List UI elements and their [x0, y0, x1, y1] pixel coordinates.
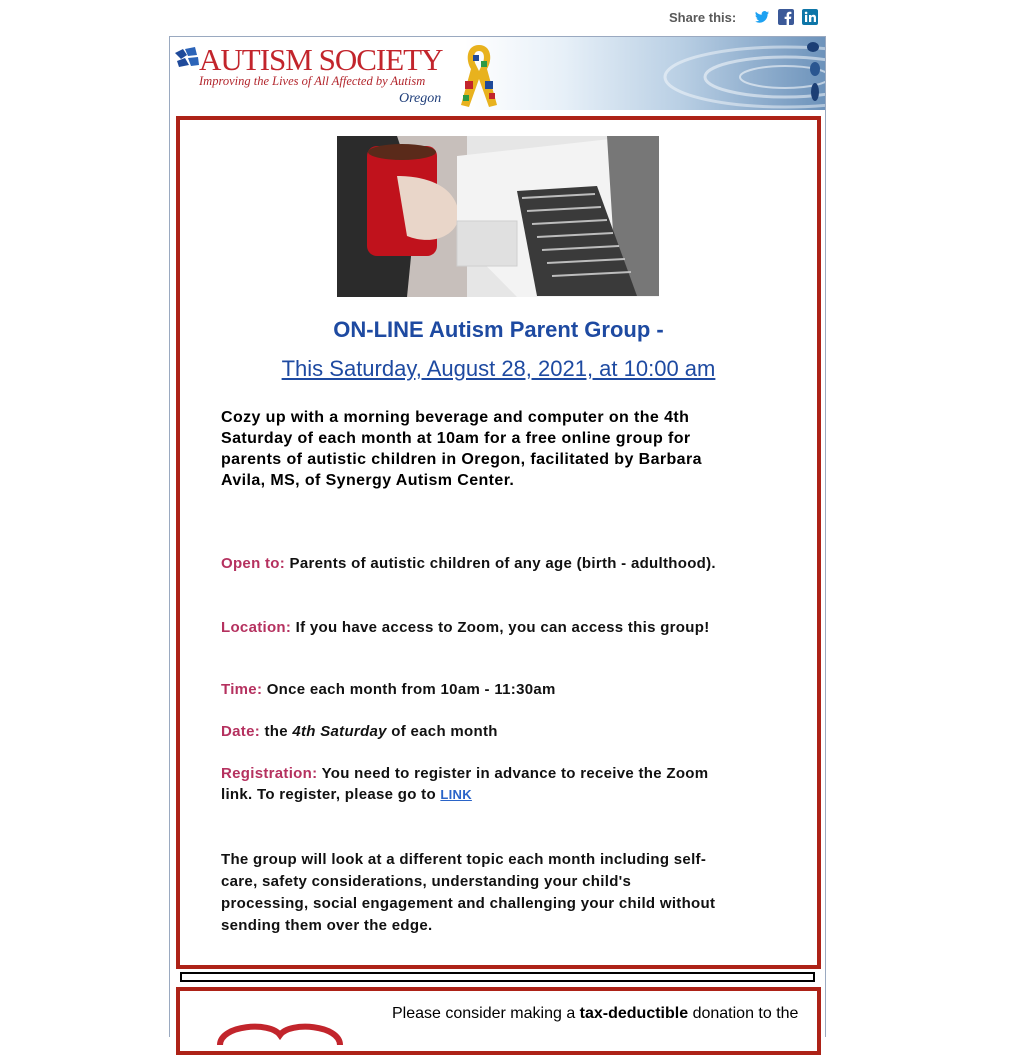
- event-headline: ON-LINE Autism Parent Group -: [333, 317, 664, 342]
- share-bar: [669, 9, 818, 25]
- time-row: [221, 679, 721, 700]
- time-label: Time:: [221, 681, 263, 698]
- donate-emphasis: tax-deductible: [579, 1005, 689, 1022]
- water-ripple-decoration: [615, 37, 825, 110]
- donate-card: [176, 987, 821, 1055]
- registration-row: [221, 763, 721, 805]
- donate-suffix: donation to the: [688, 1005, 799, 1022]
- hero-image: [337, 136, 659, 297]
- org-state: Oregon: [399, 91, 442, 106]
- heart-logo-icon: [210, 1015, 360, 1055]
- twitter-icon[interactable]: [754, 9, 770, 25]
- org-title: AUTISM SOCIETY: [199, 42, 443, 77]
- facebook-icon[interactable]: [778, 9, 794, 25]
- event-intro: Cozy up with a morning beverage and computer on the 4th Saturday of each month at 10am for a free online group for parents of autistic children in Oregon, facilitated by Barbara Avila, MS, of Synergy Autism Center.: [221, 409, 702, 489]
- location-row: [221, 617, 721, 638]
- open-to-value: Parents of autistic children of any age (birth - adulthood).: [285, 555, 716, 572]
- date-suffix: of each month: [386, 723, 498, 740]
- section-divider: [180, 972, 815, 982]
- registration-label: Registration:: [221, 765, 318, 782]
- awareness-ribbon-icon: [457, 41, 501, 109]
- open-to-row: [221, 553, 721, 574]
- org-tagline: Improving the Lives of All Affected by Autism: [199, 74, 426, 88]
- date-label: Date:: [221, 723, 261, 740]
- share-label: Share this:: [669, 9, 737, 25]
- date-row: [221, 721, 721, 742]
- donate-text: [392, 1005, 798, 1023]
- event-card: [176, 116, 821, 969]
- date-emphasis: 4th Saturday: [292, 723, 387, 740]
- event-date-link[interactable]: This Saturday, August 28, 2021, at 10:00 am: [281, 356, 716, 381]
- donate-prefix: Please consider making a: [392, 1005, 580, 1022]
- puzzle-logo-icon: [173, 45, 201, 71]
- header-banner: [170, 37, 825, 110]
- linkedin-icon[interactable]: [802, 9, 818, 25]
- open-to-label: Open to:: [221, 555, 286, 572]
- location-label: Location:: [221, 619, 292, 636]
- date-prefix: the: [260, 723, 293, 740]
- registration-value: You need to register in advance to receive the Zoom link. To register, please go to: [221, 765, 709, 803]
- time-value: Once each month from 10am - 11:30am: [262, 681, 556, 698]
- location-value: If you have access to Zoom, you can access this group!: [291, 619, 710, 636]
- topics-paragraph: The group will look at a different topic each month including self-care, safety considerations, understanding your child's processing, social engagement and challenging your child without sending them over the edge.: [221, 851, 716, 934]
- registration-link[interactable]: LINK: [440, 787, 472, 802]
